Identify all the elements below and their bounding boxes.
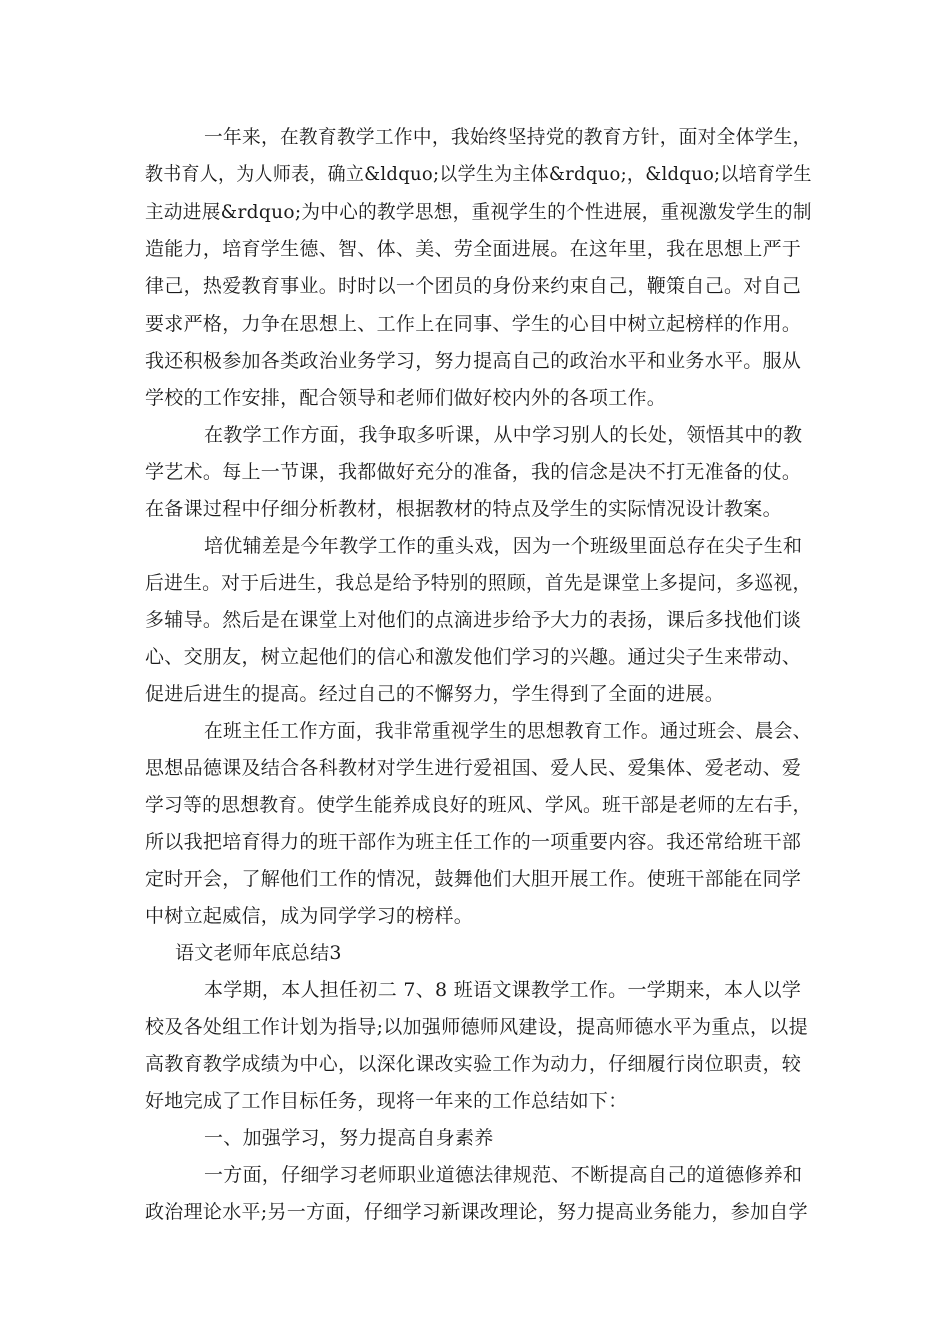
paragraph-line: 在备课过程中仔细分析教材，根据教材的特点及学生的实际情况设计教案。: [145, 498, 782, 520]
paragraph-line: 所以我把培育得力的班干部作为班主任工作的一项重要内容。我还常给班干部: [145, 831, 802, 853]
paragraph-line: 学校的工作安排，配合领导和老师们做好校内外的各项工作。: [145, 387, 667, 409]
paragraph-line: 要求严格，力争在思想上、工作上在同事、学生的心目中树立起榜样的作用。: [145, 313, 802, 335]
paragraph-line: 高教育教学成绩为中心，以深化课改实验工作为动力，仔细履行岗位职责，较: [145, 1053, 802, 1075]
paragraph-line: 造能力，培育学生德、智、体、美、劳全面进展。在这年里，我在思想上严于: [145, 238, 802, 260]
paragraph-line: 本学期，本人担任初二 7、8 班语文课教学工作。一学期来，本人以学: [204, 979, 802, 1001]
paragraph-line: 思想品德课及结合各科教材对学生进行爱祖国、爱人民、爱集体、爱老动、爱: [145, 757, 802, 779]
subsection-heading: 一、加强学习，努力提高自身素养: [204, 1127, 494, 1149]
paragraph-line: 定时开会，了解他们工作的情况，鼓舞他们大胆开展工作。使班干部能在同学: [145, 868, 802, 890]
paragraph-line: 校及各处组工作计划为指导;以加强师德师风建设，提高师德水平为重点，以提: [145, 1016, 808, 1038]
paragraph-line: 在班主任工作方面，我非常重视学生的思想教育工作。通过班会、晨会、: [204, 720, 812, 742]
paragraph-line: 学习等的思想教育。使学生能养成良好的班风、学风。班干部是老师的左右手，: [145, 794, 812, 816]
paragraph-line: 主动进展&rdquo;为中心的教学思想，重视学生的个性进展，重视激发学生的制: [145, 201, 812, 223]
paragraph-line: 好地完成了工作目标任务，现将一年来的工作总结如下：: [145, 1090, 628, 1112]
paragraph-line: 学艺术。每上一节课，我都做好充分的准备，我的信念是决不打无准备的仗。: [145, 461, 802, 483]
paragraph-line: 培优辅差是今年教学工作的重头戏，因为一个班级里面总存在尖子生和: [204, 535, 803, 557]
paragraph-line: 多辅导。然后是在课堂上对他们的点滴进步给予大力的表扬，课后多找他们谈: [145, 609, 802, 631]
paragraph-line: 在教学工作方面，我争取多听课，从中学习别人的长处，领悟其中的教: [204, 424, 803, 446]
section-heading: 语文老师年底总结3: [175, 942, 342, 964]
paragraph-line: 后进生。对于后进生，我总是给予特别的照顾，首先是课堂上多提问，多巡视，: [145, 572, 812, 594]
paragraph-line: 我还积极参加各类政治业务学习，努力提高自己的政治水平和业务水平。服从: [145, 350, 802, 372]
paragraph-line: 律己，热爱教育事业。时时以一个团员的身份来约束自己，鞭策自己。对自己: [145, 275, 802, 297]
paragraph-line: 一年来，在教育教学工作中，我始终坚持党的教育方针，面对全体学生，: [204, 126, 812, 148]
paragraph-line: 中树立起威信，成为同学学习的榜样。: [145, 905, 474, 927]
paragraph-line: 心、交朋友，树立起他们的信心和激发他们学习的兴趣。通过尖子生来带动、: [145, 646, 802, 668]
paragraph-line: 政治理论水平;另一方面，仔细学习新课改理论，努力提高业务能力，参加自学: [145, 1201, 808, 1223]
paragraph-line: 一方面，仔细学习老师职业道德法律规范、不断提高自己的道德修养和: [204, 1164, 803, 1186]
paragraph-line: 促进后进生的提高。经过自己的不懈努力，学生得到了全面的进展。: [145, 683, 725, 705]
paragraph-line: 教书育人，为人师表，确立&ldquo;以学生为主体&rdquo;，&ldquo;以培育学生: [145, 163, 812, 185]
